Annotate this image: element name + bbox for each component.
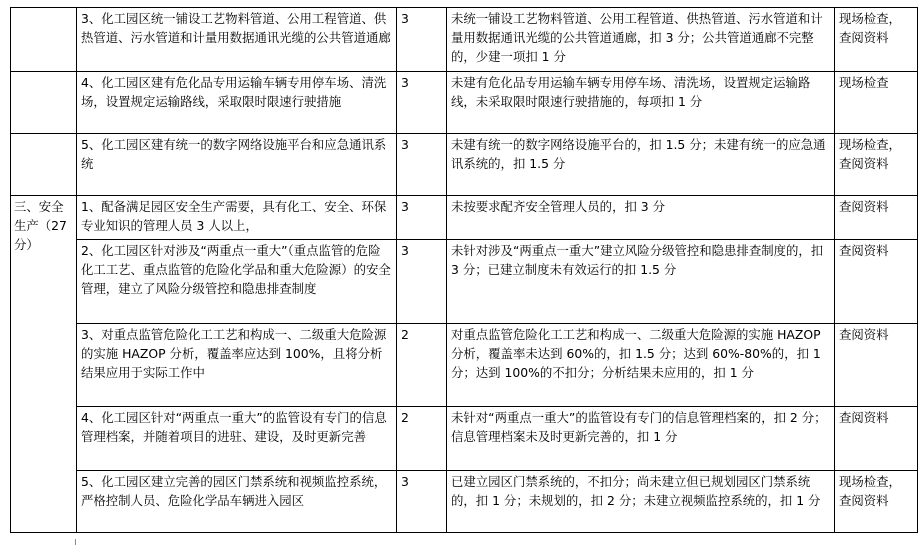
method-cell: 查阅资料: [835, 407, 918, 471]
criteria-cell: 未建有危化品专用运输车辆专用停车场、清洗场，设置规定运输路线，未采取限时限速行驶措施的，每项扣 1 分: [447, 72, 835, 134]
method-cell: 现场检查，查阅资料: [835, 134, 918, 196]
criteria-cell: 未建有统一的数字网络设施平台的，扣 1.5 分；未建有统一的应急通讯系统的，扣 1.5 分: [447, 134, 835, 196]
requirement-cell: 2、化工园区针对涉及“两重点一重大”（重点监管的危险化工工艺、重点监管的危险化学品和重大危险源）的安全管理，建立了风险分级管控和隐患排查制度: [77, 240, 397, 324]
table-row: [11, 471, 918, 533]
criteria-cell: 未统一铺设工艺物料管道、公用工程管道、供热管道、污水管道和计量用数据通讯光缆的公共管道通廊，扣 3 分；公共管道通廊不完整的，少建一项扣 1 分: [447, 8, 835, 72]
method-cell: 查阅资料: [835, 324, 918, 407]
criteria-cell: 未针对涉及“两重点一重大”建立风险分级管控和隐患排查制度的，扣 3 分；已建立制度未有效运行的扣 1.5 分: [447, 240, 835, 324]
criteria-cell: 未针对“两重点一重大”的监管设有专门的信息管理档案的，扣 2 分；信息管理档案未及时更新完善的，扣 1 分: [447, 407, 835, 471]
method-cell: 查阅资料: [835, 240, 918, 324]
table-row: [11, 324, 918, 407]
points-cell: 3: [397, 72, 447, 134]
table-row: [11, 407, 918, 471]
requirement-cell: 3、化工园区统一铺设工艺物料管道、公用工程管道、供热管道、污水管道和计量用数据通讯光缆的公共管道通廊: [77, 8, 397, 72]
category-cell-safety: 三、安全生产（27 分）: [11, 196, 77, 533]
table-row: [11, 240, 918, 324]
method-cell: 现场检查，查阅资料: [835, 471, 918, 533]
points-cell: 2: [397, 324, 447, 407]
method-cell: 查阅资料: [835, 196, 918, 240]
table-row: [11, 196, 918, 240]
points-cell: 3: [397, 8, 447, 72]
table-row: [11, 134, 918, 196]
points-cell: 3: [397, 471, 447, 533]
criteria-cell: 已建立园区门禁系统的，不扣分；尚未建立但已规划园区门禁系统的，扣 1 分；未规划的，扣 2 分；未建立视频监控系统的，扣 1 分: [447, 471, 835, 533]
category-cell: [11, 72, 77, 134]
category-cell: [11, 8, 77, 72]
requirement-cell: 4、化工园区建有危化品专用运输车辆专用停车场、清洗场，设置规定运输路线，采取限时限速行驶措施: [77, 72, 397, 134]
points-cell: 3: [397, 240, 447, 324]
table-row: [11, 72, 918, 134]
requirement-cell: 5、化工园区建立完善的园区门禁系统和视频监控系统，严格控制人员、危险化学品车辆进入园区: [77, 471, 397, 533]
category-cell: [11, 134, 77, 196]
criteria-cell: 对重点监管危险化工工艺和构成一、二级重大危险源的实施 HAZOP 分析，覆盖率未达到 60%的，扣 1.5 分；达到 60%-80%的，扣 1 分；达到 100%的不扣分；分析结果未应用的，扣 1 分: [447, 324, 835, 407]
requirement-cell: 4、化工园区针对“两重点一重大”的监管设有专门的信息管理档案，并随着项目的进驻、建设，及时更新完善: [77, 407, 397, 471]
points-cell: 3: [397, 134, 447, 196]
requirement-cell: 5、化工园区建有统一的数字网络设施平台和应急通讯系统: [77, 134, 397, 196]
table-row: [11, 8, 918, 72]
points-cell: 3: [397, 196, 447, 240]
method-cell: 现场检查: [835, 72, 918, 134]
criteria-cell: 未按要求配齐安全管理人员的，扣 3 分: [447, 196, 835, 240]
requirement-cell: 3、对重点监管危险化工工艺和构成一、二级重大危险源的实施 HAZOP 分析，覆盖率应达到 100%，且将分析结果应用于实际工作中: [77, 324, 397, 407]
requirement-cell: 1、配备满足园区安全生产需要，具有化工、安全、环保专业知识的管理人员 3 人以上，: [77, 196, 397, 240]
text-cursor-mark: [75, 539, 78, 545]
points-cell: 2: [397, 407, 447, 471]
method-cell: 现场检查，查阅资料: [835, 8, 918, 72]
assessment-table: [10, 7, 918, 533]
